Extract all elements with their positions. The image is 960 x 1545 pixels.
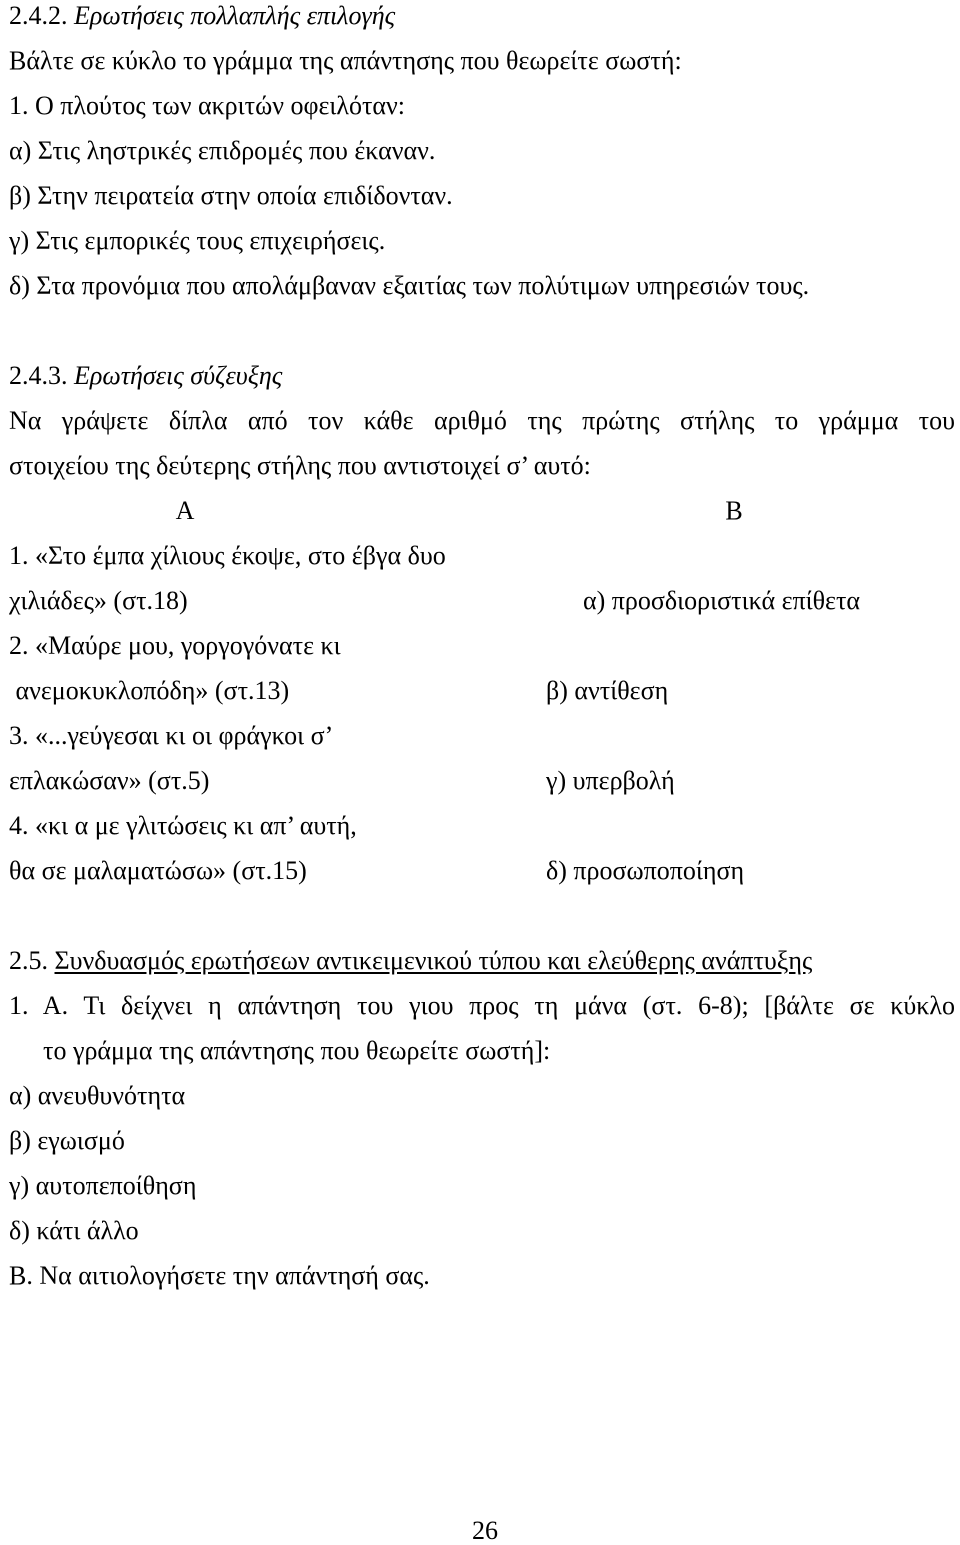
section-25-option-a: α) ανευθυνότητα: [9, 1081, 186, 1110]
column-a-item-2-line1: 2. «Μαύρε μου, γοργογόνατε κι: [9, 631, 341, 660]
section-242-option-a: α) Στις ληστρικές επιδρομές που έκαναν.: [9, 136, 436, 165]
section-25-number: 2.5.: [9, 946, 48, 975]
section-243-heading: [9, 363, 282, 389]
column-a-item-4-line1: 4. «κι α με γλιτώσεις κι απ’ αυτή,: [9, 811, 357, 840]
column-b-item-b: β) αντίθεση: [546, 676, 669, 705]
column-a-item-3-line1: 3. «...γεύγεσαι κι οι φράγκοι σ’: [9, 721, 334, 750]
section-25-question-b: Β. Να αιτιολογήσετε την απάντησή σας.: [9, 1261, 430, 1290]
section-242-question: 1. Ο πλούτος των ακριτών οφειλόταν:: [9, 91, 406, 120]
section-242-option-c: γ) Στις εμπορικές τους επιχειρήσεις.: [9, 226, 386, 255]
section-242-heading: [9, 3, 395, 29]
column-a-header: Α: [175, 496, 195, 525]
section-25-option-c: γ) αυτοπεποίθηση: [9, 1171, 197, 1200]
section-25-question-a-line2: το γράμμα της απάντησης που θεωρείτε σωστή]:: [43, 1036, 551, 1065]
section-243-instruction-line2: στοιχείου της δεύτερης στήλης που αντιστοιχεί σ’ αυτό:: [9, 451, 591, 480]
section-242-title: Ερωτήσεις πολλαπλής επιλογής: [74, 1, 396, 30]
section-243-instruction-line1: Να γράψετε δίπλα από τον κάθε αριθμό της πρώτης στήλης το γράμμα του: [9, 406, 955, 435]
section-242-option-b: β) Στην πειρατεία στην οποία επιδίδονταν.: [9, 181, 453, 210]
section-25-option-b: β) εγωισμό: [9, 1126, 125, 1155]
column-a-item-1-line1: 1. «Στο έμπα χίλιους έκοψε, στο έβγα δυο: [9, 541, 446, 570]
section-25-title: Συνδυασμός ερωτήσεων αντικειμενικού τύπου και ελεύθερης ανάπτυξης: [54, 946, 813, 975]
section-242-number: 2.4.2.: [9, 1, 68, 30]
column-a-item-2-line2: ανεμοκυκλοπόδη» (στ.13): [9, 676, 290, 705]
column-b-item-c: γ) υπερβολή: [546, 766, 675, 795]
column-a-item-1-line2: χιλιάδες» (στ.18): [9, 586, 188, 615]
column-a-item-3-line2: επλακώσαν» (στ.5): [9, 766, 210, 795]
section-25-question-a-line1: 1. Α. Τι δείχνει η απάντηση του γιου προς τη μάνα (στ. 6-8); [βάλτε σε κύκλο: [9, 991, 955, 1020]
column-b-item-d: δ) προσωποποίηση: [546, 856, 745, 885]
section-242-instruction: Βάλτε σε κύκλο το γράμμα της απάντησης που θεωρείτε σωστή:: [9, 46, 682, 75]
section-242-option-d: δ) Στα προνόμια που απολάμβαναν εξαιτίας των πολύτιμων υπηρεσιών τους.: [9, 271, 810, 300]
column-a-item-4-line2: θα σε μαλαματώσω» (στ.15): [9, 856, 307, 885]
section-25-heading: [9, 948, 812, 974]
section-243-number: 2.4.3.: [9, 361, 68, 390]
section-25-option-d: δ) κάτι άλλο: [9, 1216, 139, 1245]
column-b-header: Β: [725, 496, 743, 525]
page-number: 26: [472, 1516, 498, 1545]
section-243-title: Ερωτήσεις σύζευξης: [74, 361, 283, 390]
column-b-item-a: α) προσδιοριστικά επίθετα: [583, 586, 861, 615]
